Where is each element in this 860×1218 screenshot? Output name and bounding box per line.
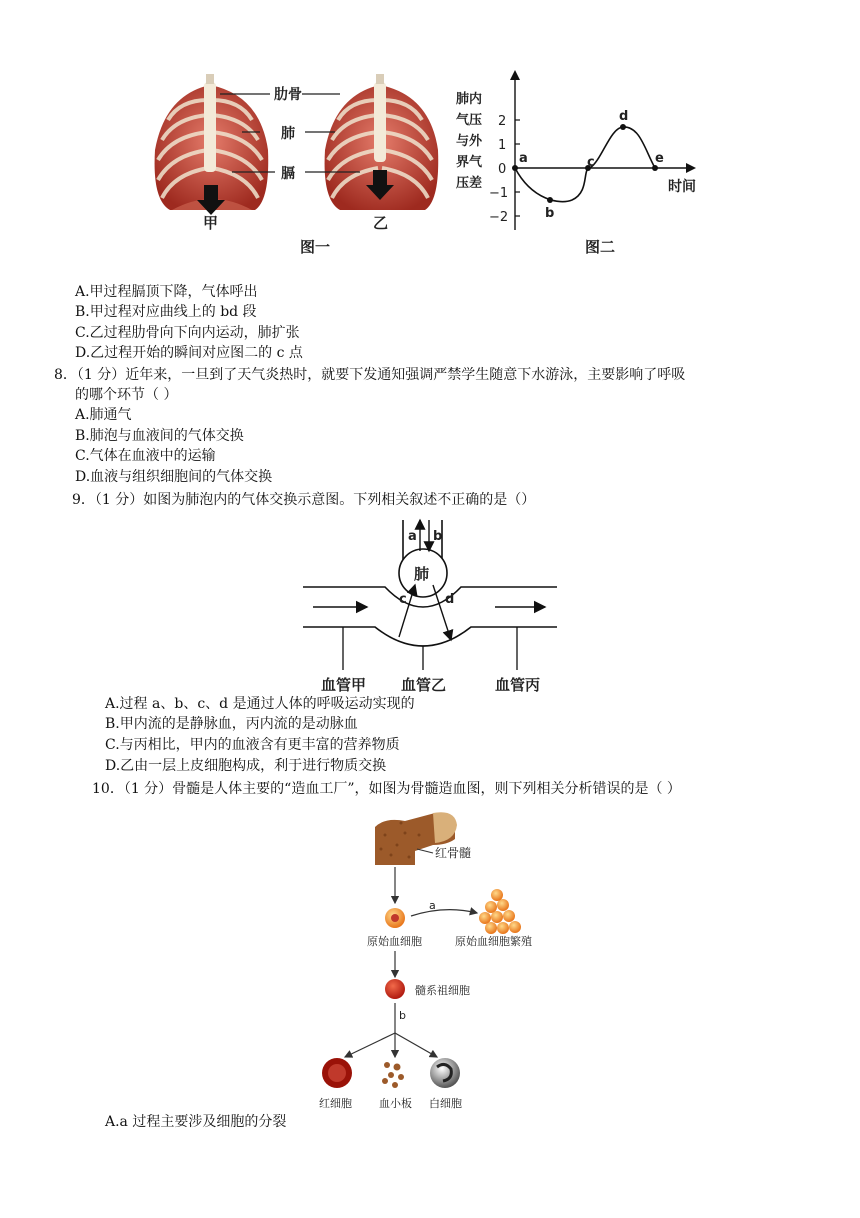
- svg-text:b: b: [433, 529, 443, 544]
- svg-text:2: 2: [498, 114, 507, 129]
- label-jia: 甲: [203, 214, 219, 232]
- q7-option-c: C.乙过程肋骨向下向内运动，肺扩张: [75, 325, 300, 341]
- svg-text:e: e: [655, 151, 664, 166]
- q7-option-a: A.甲过程膈顶下降，气体呼出: [75, 284, 258, 300]
- figure-hematopoiesis: [305, 805, 565, 1115]
- q9-option-c: C.与丙相比，甲内的血液含有更丰富的营养物质: [105, 737, 400, 753]
- fig1-caption: 图一: [300, 238, 331, 256]
- label-rib: 肋骨: [274, 87, 302, 103]
- svg-text:原始血细胞: 原始血细胞: [367, 935, 422, 948]
- svg-text:髓系祖细胞: 髓系祖细胞: [415, 984, 470, 997]
- figure-respiration: [140, 60, 720, 265]
- svg-text:血小板: 血小板: [379, 1097, 412, 1110]
- svg-text:d: d: [445, 592, 455, 607]
- svg-text:红骨髓: 红骨髓: [435, 846, 472, 860]
- label-diaphragm: 膈: [281, 166, 295, 182]
- label-lung: 肺: [281, 126, 295, 142]
- svg-text:红细胞: 红细胞: [319, 1097, 352, 1110]
- svg-text:d: d: [619, 109, 629, 124]
- svg-text:肺内: 肺内: [456, 92, 483, 107]
- ribcage-yi-illustration: [325, 74, 439, 210]
- svg-text:c: c: [399, 592, 407, 607]
- q8-option-d: D.血液与组织细胞间的气体交换: [75, 469, 273, 485]
- proliferation-cluster: [479, 889, 521, 934]
- svg-text:0: 0: [498, 162, 507, 177]
- q9-option-b: B.甲内流的是静脉血，丙内流的是动脉血: [105, 716, 358, 732]
- figure-alveolus-exchange: [295, 515, 565, 695]
- svg-text:压差: 压差: [456, 176, 483, 191]
- svg-text:−2: −2: [489, 210, 509, 225]
- svg-text:血管甲: 血管甲: [321, 676, 367, 694]
- pressure-graph: [456, 70, 696, 230]
- q9-option-d: D.乙由一层上皮细胞构成，利于进行物质交换: [105, 758, 387, 774]
- q9-option-a: A.过程 a、b、c、d 是通过人体的呼吸运动实现的: [105, 696, 415, 712]
- svg-text:肺: 肺: [414, 565, 430, 583]
- q10-option-a: A.a 过程主要涉及细胞的分裂: [105, 1114, 287, 1130]
- svg-text:白细胞: 白细胞: [429, 1097, 462, 1110]
- svg-text:气压: 气压: [456, 113, 483, 128]
- svg-text:原始血细胞繁殖: 原始血细胞繁殖: [455, 935, 532, 948]
- q8-stem-line2: 的哪个环节（ ）: [75, 387, 178, 403]
- svg-text:血管丙: 血管丙: [495, 676, 541, 694]
- svg-text:a: a: [408, 529, 417, 544]
- svg-text:时间: 时间: [668, 179, 696, 195]
- svg-text:b: b: [399, 1009, 406, 1022]
- svg-text:1: 1: [498, 138, 507, 153]
- svg-text:与外: 与外: [456, 134, 483, 149]
- svg-text:a: a: [429, 899, 436, 912]
- svg-text:−1: −1: [489, 186, 509, 201]
- fig2-caption: 图二: [585, 238, 616, 256]
- q8-option-b: B.肺泡与血液间的气体交换: [75, 428, 244, 444]
- svg-text:血管乙: 血管乙: [401, 676, 447, 694]
- q7-option-d: D.乙过程开始的瞬间对应图二的 c 点: [75, 345, 303, 361]
- ribcage-jia-illustration: [155, 74, 269, 215]
- svg-text:a: a: [519, 151, 528, 166]
- q10-stem: 10．（1 分）骨髓是人体主要的“造血工厂”，如图为骨髓造血图，则下列相关分析错误的是（ ）: [92, 781, 681, 797]
- q8-stem-line1: 8．（1 分）近年来，一旦到了天气炎热时，就要下发通知强调严禁学生随意下水游泳，主要影响了呼吸: [54, 367, 686, 383]
- svg-text:b: b: [545, 206, 555, 221]
- svg-text:c: c: [587, 155, 595, 170]
- q8-option-a: A.肺通气: [75, 407, 132, 423]
- q7-option-b: B.甲过程对应曲线上的 bd 段: [75, 304, 257, 320]
- label-yi: 乙: [373, 214, 389, 232]
- svg-text:界气: 界气: [456, 155, 483, 170]
- q9-stem: 9．（1 分）如图为肺泡内的气体交换示意图。下列相关叙述不正确的是（）: [72, 492, 536, 508]
- q8-option-c: C.气体在血液中的运输: [75, 448, 216, 464]
